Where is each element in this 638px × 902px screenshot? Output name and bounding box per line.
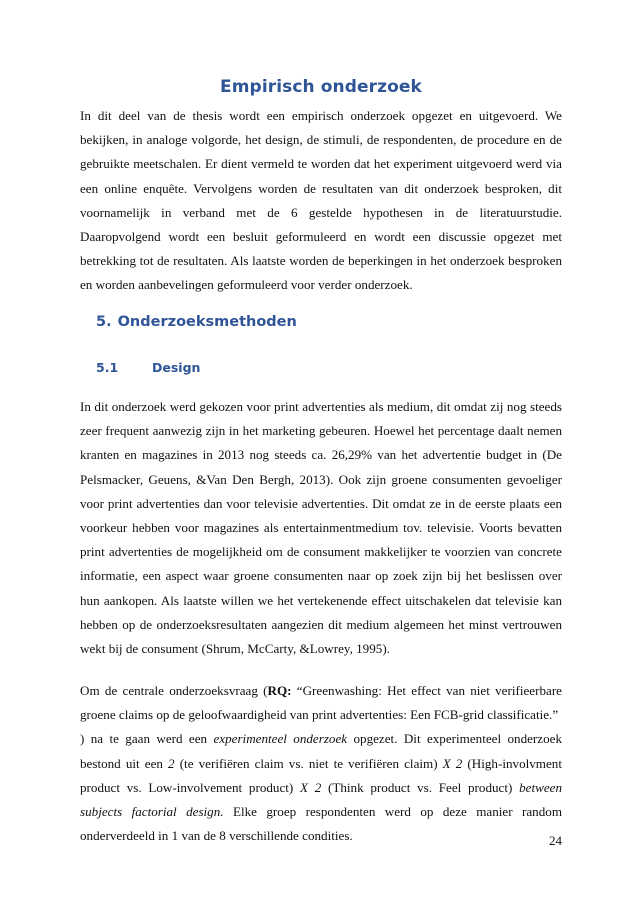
document-page: [80, 0, 562, 902]
rq-label: RQ:: [267, 683, 292, 698]
rq-text: ) na te gaan werd een: [80, 731, 214, 747]
rq-emphasis: experimenteel onderzoek: [213, 731, 348, 747]
section-title: Onderzoeksmethoden: [117, 314, 297, 330]
design-paragraph: In dit onderzoek werd gekozen voor print advertenties als medium, dit omdat zij nog steeds zeer frequent aanwezig zijn in het marketing gebeuren. Hoewel het percentage daalt nemen kranten en magazines in 2013 nog steeds ca. 26,29% van het advertentie budget in (De Pelsmacker, Geuens, &Van Den Bergh, 2013). Ook zijn groene consumenten gevoeliger voor print advertenties dan voor televisie advertenties. Dit omdat ze in de eerste plaats een voorkeur hebben voor magazines als entertainmentmedium tov. televisie. Voorts bevatten print advertenties de mogelijkheid om de consument makkelijker te voorzien van concrete informatie, een aspect waar groene consumenten naar op zoek zijn bij het beslissen over hun aankopen. Als laatste willen we het vertekenende effect uitschakelen dat televisie kan hebben op de onderzoeksresultaten aangezien dit medium algemeen het minst vertrouwen wekt bij de consument (Shrum, McCarty, &Lowrey, 1995).: [80, 399, 562, 657]
rq-text: Om de centrale onderzoeksvraag (: [80, 683, 268, 698]
rq-text: (High-involvment product vs. Low-involvement product): [80, 755, 562, 795]
page-number: 24: [549, 833, 562, 848]
section-heading: [96, 314, 297, 330]
page-title: Empirisch onderzoek: [220, 77, 422, 97]
rq-emphasis: 2: [168, 755, 175, 771]
rq-text: (te verifiëren claim vs. niet te verifiëren claim): [174, 755, 443, 771]
rq-emphasis: X 2: [300, 779, 322, 795]
rq-text: (Think product vs. Feel product): [321, 779, 520, 795]
section-number: 5.: [96, 314, 112, 330]
subsection-heading: [96, 360, 396, 375]
research-question-paragraph: [80, 679, 562, 848]
rq-text: opgezet. Dit experimenteel onderzoek bestond uit een: [80, 731, 563, 771]
subsection-number: 5.1: [96, 360, 119, 375]
rq-text: Elke groep respondenten werd op deze manier random onderverdeeld in 1 van de 8 verschillende condities.: [80, 804, 563, 844]
rq-question: “Greenwashing: Het effect van niet verifieerbare groene claims op de geloofwaardigheid van print advertenties: Een FCB-grid classificatie.”: [80, 683, 562, 723]
subsection-title: Design: [152, 360, 201, 375]
rq-emphasis: between subjects factorial design.: [80, 779, 562, 820]
rq-emphasis: X 2: [442, 755, 463, 771]
intro-paragraph: In dit deel van de thesis wordt een empirisch onderzoek opgezet en uitgevoerd. We bekijken, in analoge volgorde, het design, de stimuli, de respondenten, de procedure en de gebruikte meetschalen. Er dient vermeld te worden dat het experiment uitgevoerd werd via een online enquête. Vervolgens worden de resultaten van dit onderzoek besproken, dit voornamelijk in verband met de 6 gestelde hypothesen in de literatuurstudie. Daaropvolgend wordt een besluit geformuleerd en wordt een discussie opgezet met betrekking tot de resultaten. Als laatste worden de beperkingen in het onderzoek besproken en worden aanbevelingen geformuleerd voor verder onderzoek.: [80, 108, 562, 293]
